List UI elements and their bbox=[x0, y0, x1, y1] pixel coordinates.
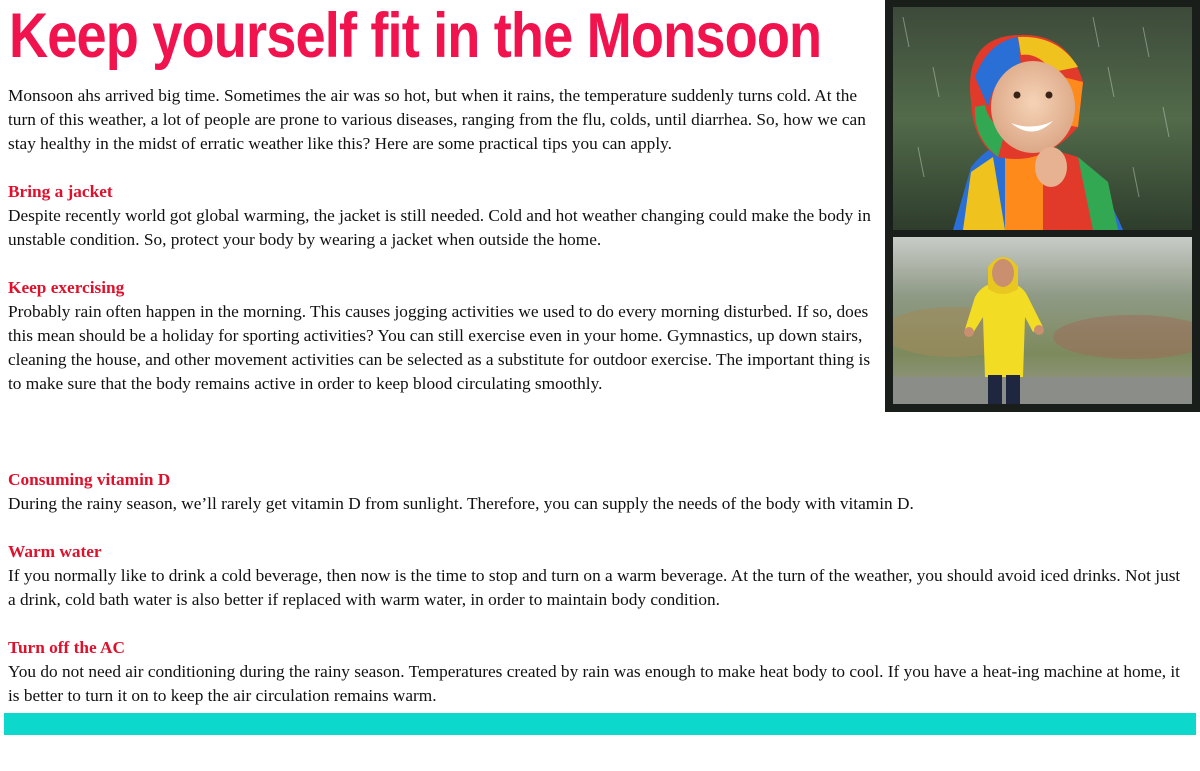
section-heading: Bring a jacket bbox=[8, 182, 113, 201]
man-jogging-in-yellow-jacket-photo bbox=[893, 237, 1192, 404]
intro-text: Monsoon ahs arrived big time. Sometimes the air was so hot, but when it rains, the temperature suddenly turns cold. At the turn of this weather, a lot of people are prone to various diseases, ranging from the flu, colds, until diarrhea. So, how we can stay healthy in the midst of erratic weather like this? Here are some practical tips you can apply. bbox=[8, 86, 866, 153]
photo-frame bbox=[885, 0, 1200, 412]
section-heading: Warm water bbox=[8, 542, 102, 561]
section-text: Despite recently world got global warming, the jacket is still needed. Cold and hot weather changing could make the body in unstable condition. So, protect your body by wearing a jacket when outside the home. bbox=[8, 206, 871, 249]
section-consuming-vitamin-d bbox=[8, 468, 1192, 516]
article-body bbox=[8, 84, 878, 420]
section-turn-off-the-ac bbox=[8, 636, 1192, 708]
section-text: During the rainy season, we’ll rarely get vitamin D from sunlight. Therefore, you can supply the needs of the body with vitamin D. bbox=[8, 494, 914, 513]
section-warm-water bbox=[8, 540, 1192, 612]
article-body-full-width bbox=[8, 468, 1192, 732]
section-text: Probably rain often happen in the morning. This causes jogging activities we used to do every morning disturbed. If so, does this mean should be a holiday for sporting activities? You can still exercise even in your home. Gymnastics, up down stairs, cleaning the house, and other movement activities can be selected as a substitute for outdoor exercise. The important thing is to make sure that the body remains active in order to keep blood circulating smoothly. bbox=[8, 302, 871, 393]
section-text: You do not need air conditioning during the rainy season. Temperatures created by rain was enough to make heat body to cool. If you have a heat-ing machine at home, it is better to turn it on to keep the air circulation remains warm. bbox=[8, 662, 1180, 705]
section-bring-a-jacket bbox=[8, 180, 878, 252]
section-heading: Consuming vitamin D bbox=[8, 470, 171, 489]
section-heading: Turn off the AC bbox=[8, 638, 125, 657]
section-text: If you normally like to drink a cold beverage, then now is the time to stop and turn on a warm beverage. At the turn of the weather, you should avoid iced drinks. Not just a drink, cold bath water is also better if replaced with warm water, in order to maintain body condition. bbox=[8, 566, 1181, 609]
child-in-rainbow-raincoat-photo bbox=[893, 7, 1192, 230]
intro-paragraph bbox=[8, 84, 878, 156]
section-heading: Keep exercising bbox=[8, 278, 125, 297]
article-title: Keep yourself fit in the Monsoon bbox=[9, 1, 822, 71]
section-keep-exercising bbox=[8, 276, 878, 396]
footer-bar bbox=[4, 713, 1196, 735]
